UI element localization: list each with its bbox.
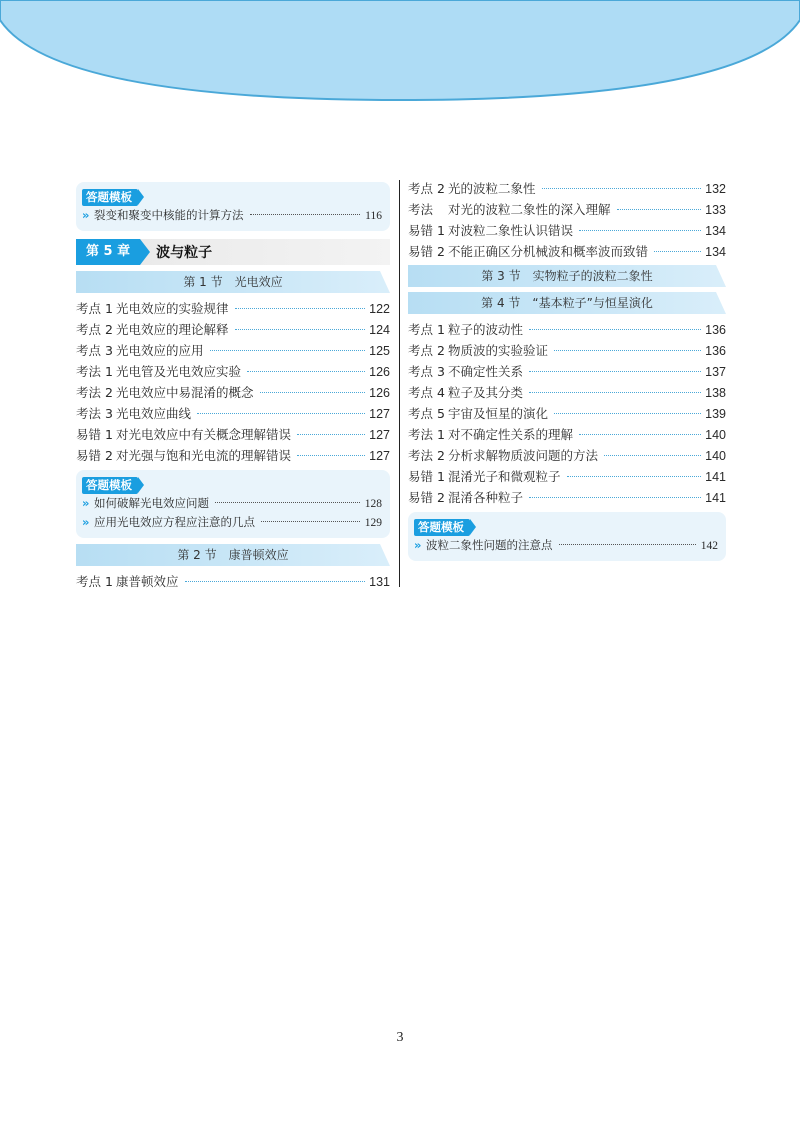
leader-dots bbox=[297, 434, 365, 435]
chapter-header bbox=[76, 239, 390, 265]
toc-entry[interactable] bbox=[408, 361, 726, 382]
toc-entry-title: 宇宙及恒星的演化 bbox=[448, 406, 549, 421]
leader-dots bbox=[567, 476, 702, 477]
answer-template-box bbox=[76, 470, 390, 538]
toc-entry-tag: 考法 bbox=[408, 202, 434, 217]
toc-entry-title: 混淆光子和微观粒子 bbox=[448, 469, 561, 484]
leader-dots bbox=[529, 329, 701, 330]
answer-template-label: 答题模板 bbox=[82, 477, 138, 494]
toc-entry-tag: 考点 1 bbox=[76, 574, 113, 589]
toc-entry[interactable] bbox=[76, 298, 390, 319]
toc-entry-tag: 考点 3 bbox=[408, 364, 445, 379]
toc-entry-title: 不确定性关系 bbox=[448, 364, 524, 379]
section-header: 第 4 节 “基本粒子”与恒星演化 bbox=[408, 292, 726, 314]
template-entry[interactable] bbox=[414, 536, 718, 555]
leader-dots bbox=[235, 329, 366, 330]
template-entry[interactable] bbox=[82, 494, 382, 513]
leader-dots bbox=[197, 413, 365, 414]
leader-dots bbox=[210, 350, 366, 351]
toc-entry-title: 对不确定性关系的理解 bbox=[448, 427, 574, 442]
toc-entry-tag: 考点 3 bbox=[76, 343, 113, 358]
section-header: 第 1 节 光电效应 bbox=[76, 271, 390, 293]
toc-entry-page: 139 bbox=[705, 407, 726, 421]
toc-entry-tag: 易错 1 bbox=[408, 223, 445, 238]
template-entry-title: 如何破解光电效应问题 bbox=[94, 496, 209, 510]
toc-entry-tag: 考法 1 bbox=[408, 427, 445, 442]
leader-dots bbox=[250, 214, 361, 215]
double-chevron-icon: » bbox=[82, 515, 90, 529]
toc-entry[interactable] bbox=[408, 424, 726, 445]
leader-dots bbox=[579, 434, 701, 435]
template-entry[interactable] bbox=[82, 206, 382, 225]
toc-entry-page: 134 bbox=[705, 245, 726, 259]
left-column bbox=[76, 178, 390, 592]
template-entry-page: 128 bbox=[364, 498, 382, 510]
toc-entry[interactable] bbox=[408, 403, 726, 424]
toc-entry-title: 康普顿效应 bbox=[116, 574, 179, 589]
header-banner bbox=[0, 0, 800, 110]
toc-entry-title: 光电效应曲线 bbox=[116, 406, 192, 421]
leader-dots bbox=[247, 371, 365, 372]
toc-entry[interactable] bbox=[408, 466, 726, 487]
toc-entry-tag: 考点 5 bbox=[408, 406, 445, 421]
leader-dots bbox=[235, 308, 366, 309]
toc-entry[interactable] bbox=[408, 199, 726, 220]
toc-entry[interactable] bbox=[408, 382, 726, 403]
toc-entry-title: 光电效应的应用 bbox=[116, 343, 204, 358]
toc-entry-title: 物质波的实验验证 bbox=[448, 343, 549, 358]
answer-template-box bbox=[408, 512, 726, 561]
toc-entry-page: 122 bbox=[369, 302, 390, 316]
toc-entry[interactable] bbox=[76, 424, 390, 445]
toc-entry[interactable] bbox=[76, 382, 390, 403]
toc-entry-page: 137 bbox=[705, 365, 726, 379]
section-header: 第 3 节 实物粒子的波粒二象性 bbox=[408, 265, 726, 287]
leader-dots bbox=[579, 230, 701, 231]
template-entry[interactable] bbox=[82, 513, 382, 532]
toc-entry-page: 131 bbox=[369, 575, 390, 589]
toc-entry-tag: 考点 2 bbox=[408, 181, 445, 196]
toc-entry-title: 对波粒二象性认识错误 bbox=[448, 223, 574, 238]
toc-entry-tag: 易错 1 bbox=[76, 427, 113, 442]
page-number: 3 bbox=[396, 1030, 404, 1045]
leader-dots bbox=[185, 581, 366, 582]
toc-entry[interactable] bbox=[408, 178, 726, 199]
toc-entry-page: 126 bbox=[369, 386, 390, 400]
toc-entry-title: 光的波粒二象性 bbox=[448, 181, 536, 196]
template-entry-page: 142 bbox=[700, 540, 718, 552]
leader-dots bbox=[617, 209, 702, 210]
toc-entry-tag: 考点 2 bbox=[76, 322, 113, 337]
toc-entry-page: 134 bbox=[705, 224, 726, 238]
toc-entry-page: 141 bbox=[705, 491, 726, 505]
toc-entry-title: 粒子的波动性 bbox=[448, 322, 524, 337]
chapter-badge: 第 5 章 bbox=[76, 239, 140, 265]
right-column bbox=[408, 178, 726, 567]
toc-entry-title: 对光的波粒二象性的深入理解 bbox=[448, 202, 611, 217]
toc-entry-page: 132 bbox=[705, 182, 726, 196]
toc-entry-page: 136 bbox=[705, 344, 726, 358]
chapter-title: 波与粒子 bbox=[156, 245, 213, 261]
toc-entry-tag: 考法 2 bbox=[76, 385, 113, 400]
section-header: 第 2 节 康普顿效应 bbox=[76, 544, 390, 566]
column-divider bbox=[399, 180, 400, 587]
leader-dots bbox=[529, 392, 701, 393]
toc-entry[interactable] bbox=[408, 241, 726, 262]
template-entry-title: 裂变和聚变中核能的计算方法 bbox=[94, 208, 244, 222]
toc-entry[interactable] bbox=[408, 220, 726, 241]
leader-dots bbox=[654, 251, 701, 252]
toc-entry-title: 光电管及光电效应实验 bbox=[116, 364, 242, 379]
toc-entry-tag: 考法 2 bbox=[408, 448, 445, 463]
toc-entry-page: 127 bbox=[369, 428, 390, 442]
toc-entry-title: 粒子及其分类 bbox=[448, 385, 524, 400]
toc-entry-tag: 易错 1 bbox=[408, 469, 445, 484]
toc-entry[interactable] bbox=[408, 487, 726, 508]
toc-entry-title: 对光电效应中有关概念理解错误 bbox=[116, 427, 292, 442]
toc-entry[interactable] bbox=[76, 319, 390, 340]
template-entry-page: 129 bbox=[364, 517, 382, 529]
toc-entry-page: 138 bbox=[705, 386, 726, 400]
toc-entry-page: 136 bbox=[705, 323, 726, 337]
toc-entry[interactable] bbox=[76, 403, 390, 424]
toc-entry-title: 光电效应的实验规律 bbox=[116, 301, 229, 316]
toc-entry-page: 133 bbox=[705, 203, 726, 217]
answer-template-label: 答题模板 bbox=[414, 519, 470, 536]
answer-template-label: 答题模板 bbox=[82, 189, 138, 206]
toc-entry-page: 127 bbox=[369, 449, 390, 463]
leader-dots bbox=[260, 392, 366, 393]
toc-entry[interactable] bbox=[408, 445, 726, 466]
leader-dots bbox=[554, 413, 701, 414]
template-entry-title: 应用光电效应方程应注意的几点 bbox=[94, 515, 255, 529]
toc-entry-tag: 易错 2 bbox=[408, 244, 445, 259]
toc-entry[interactable] bbox=[76, 445, 390, 466]
toc-entry-title: 光电效应的理论解释 bbox=[116, 322, 229, 337]
leader-dots bbox=[529, 497, 701, 498]
toc-entry[interactable] bbox=[408, 340, 726, 361]
toc-entry-tag: 易错 2 bbox=[408, 490, 445, 505]
double-chevron-icon: » bbox=[82, 208, 90, 222]
toc-entry-title: 分析求解物质波问题的方法 bbox=[448, 448, 599, 463]
toc-entry[interactable] bbox=[76, 361, 390, 382]
leader-dots bbox=[215, 502, 360, 503]
leader-dots bbox=[297, 455, 365, 456]
toc-entry-tag: 考点 1 bbox=[76, 301, 113, 316]
leader-dots bbox=[542, 188, 702, 189]
template-entry-page: 116 bbox=[365, 210, 382, 222]
toc-entry[interactable] bbox=[76, 571, 390, 592]
double-chevron-icon: » bbox=[414, 538, 422, 552]
toc-entry-tag: 考法 1 bbox=[76, 364, 113, 379]
toc-entry-tag: 考法 3 bbox=[76, 406, 113, 421]
toc-entry-page: 125 bbox=[369, 344, 390, 358]
toc-entry-title: 混淆各种粒子 bbox=[448, 490, 524, 505]
toc-entry-page: 126 bbox=[369, 365, 390, 379]
toc-entry[interactable] bbox=[408, 319, 726, 340]
toc-entry[interactable] bbox=[76, 340, 390, 361]
double-chevron-icon: » bbox=[82, 496, 90, 510]
leader-dots bbox=[529, 371, 701, 372]
toc-entry-page: 127 bbox=[369, 407, 390, 421]
leader-dots bbox=[559, 544, 696, 545]
toc-entry-tag: 考点 2 bbox=[408, 343, 445, 358]
toc-entry-page: 140 bbox=[705, 428, 726, 442]
template-entry-title: 波粒二象性问题的注意点 bbox=[426, 538, 553, 552]
toc-entry-tag: 考点 1 bbox=[408, 322, 445, 337]
leader-dots bbox=[604, 455, 701, 456]
toc-entry-page: 124 bbox=[369, 323, 390, 337]
toc-entry-page: 140 bbox=[705, 449, 726, 463]
answer-template-box bbox=[76, 182, 390, 231]
toc-entry-page: 141 bbox=[705, 470, 726, 484]
toc-entry-title: 对光强与饱和光电流的理解错误 bbox=[116, 448, 292, 463]
toc-entry-title: 不能正确区分机械波和概率波而致错 bbox=[448, 244, 649, 259]
leader-dots bbox=[261, 521, 360, 522]
toc-entry-title: 光电效应中易混淆的概念 bbox=[116, 385, 254, 400]
toc-entry-tag: 易错 2 bbox=[76, 448, 113, 463]
toc-entry-tag: 考点 4 bbox=[408, 385, 445, 400]
leader-dots bbox=[554, 350, 701, 351]
